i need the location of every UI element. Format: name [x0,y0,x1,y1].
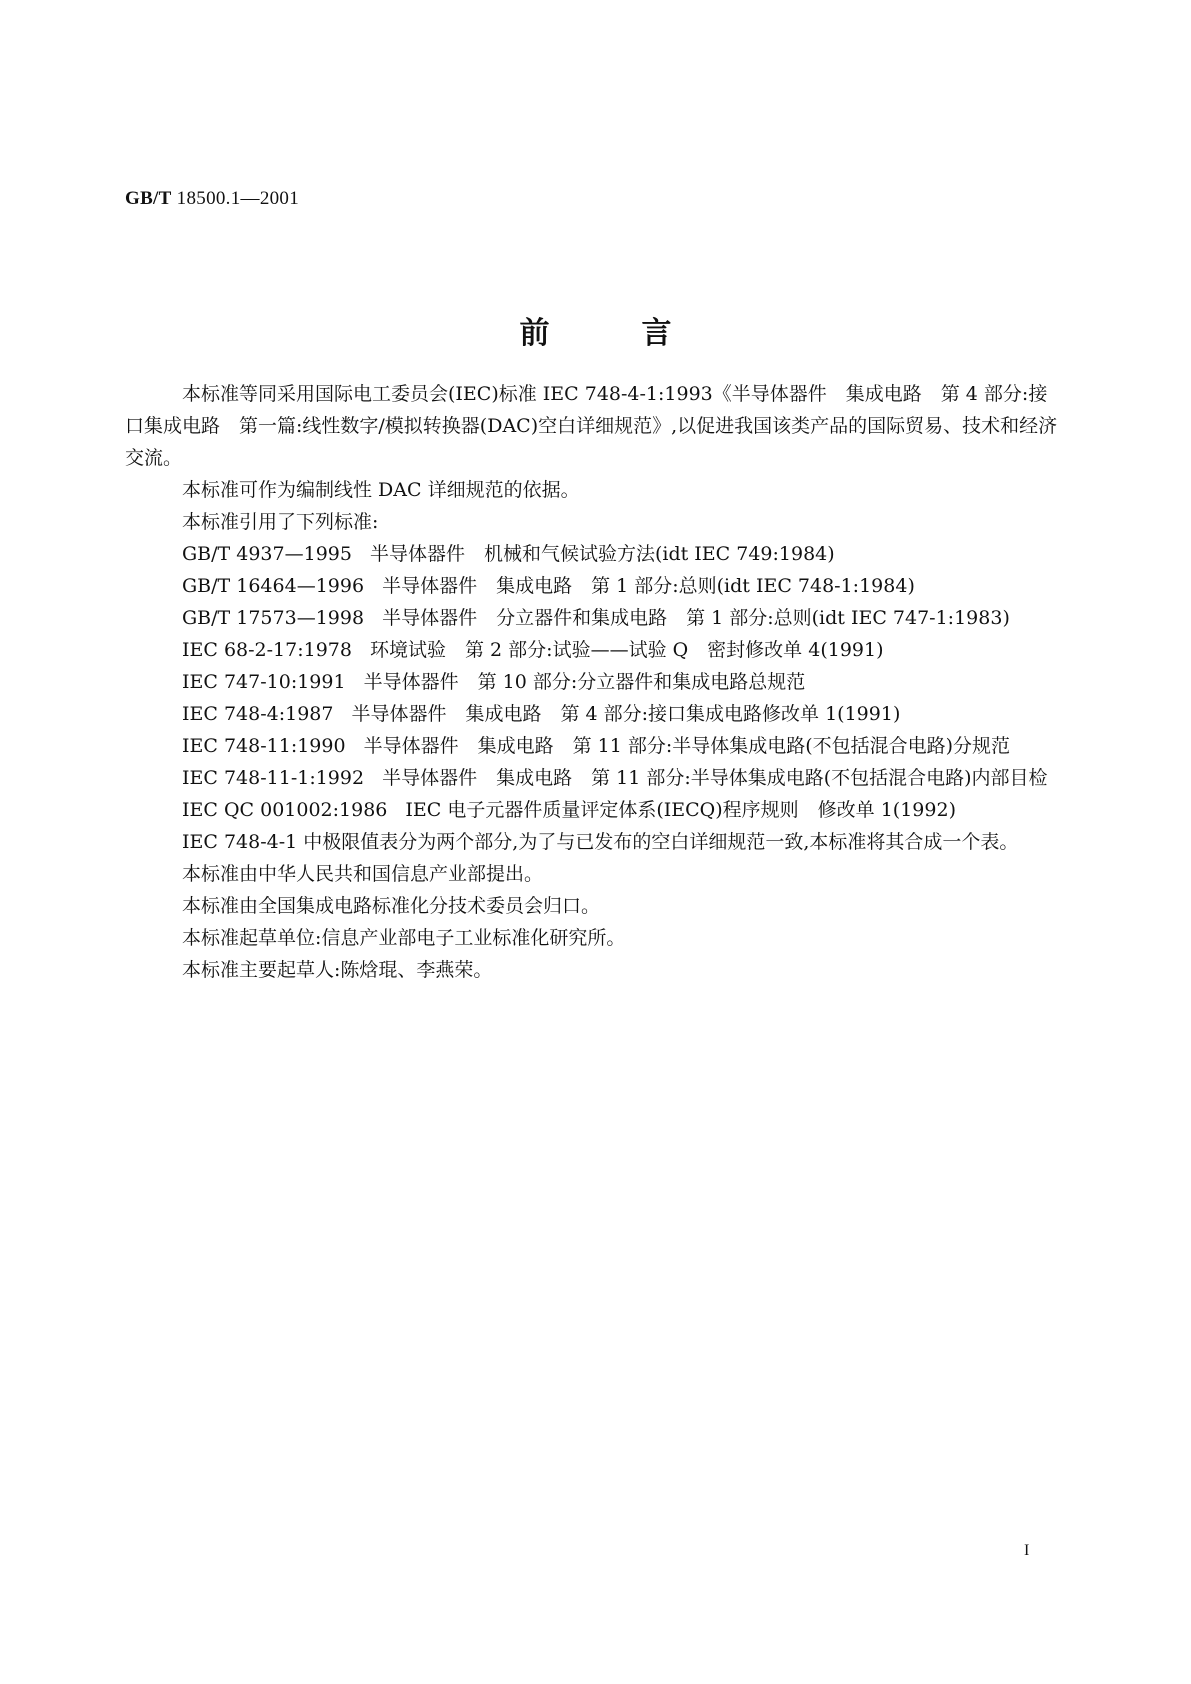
standard-prefix: GB/T [125,188,172,209]
reference-item [125,602,1065,634]
reference-item [125,698,1065,730]
reference-title: 环境试验 第 2 部分:试验——试验 Q 密封修改单 4(1991) [370,639,884,661]
reference-title: 半导体器件 机械和气候试验方法(idt IEC 749:1984) [369,543,835,565]
reference-code: IEC QC 001002:1986 [182,799,388,821]
reference-title: 半导体器件 集成电路 第 4 部分:接口集成电路修改单 1(1991) [351,703,901,725]
reference-code: IEC 747-10:1991 [182,671,346,693]
basis-paragraph: 本标准可作为编制线性 DAC 详细规范的依据。 [182,479,580,501]
foreword-body [125,378,1065,986]
reference-code: IEC 748-4:1987 [182,703,334,725]
drafting-unit-paragraph: 本标准起草单位:信息产业部电子工业标准化研究所。 [182,927,626,949]
reference-item [125,762,1065,794]
table-note-paragraph: IEC 748-4-1 中极限值表分为两个部分,为了与已发布的空白详细规范一致,本标准将其合成一个表。 [182,831,1019,853]
references-intro: 本标准引用了下列标准: [182,511,379,533]
centralized-by-paragraph: 本标准由全国集成电路标准化分技术委员会归口。 [182,895,601,917]
reference-item [125,794,1065,826]
reference-title: IEC 电子元器件质量评定体系(IECQ)程序规则 修改单 1(1992) [405,799,956,821]
reference-item [125,570,1065,602]
reference-code: IEC 748-11-1:1992 [182,767,365,789]
reference-item [125,634,1065,666]
intro-paragraph: 本标准等同采用国际电工委员会(IEC)标准 IEC 748-4-1:1993《半导体器件 集成电路 第 4 部分:接口集成电路 第一篇:线性数字/模拟转换器(DAC)空白详细规范》,以促进我国该类产品的国际贸易、技术和经济交流。 [125,383,1058,469]
proposed-by-paragraph: 本标准由中华人民共和国信息产业部提出。 [182,863,544,885]
reference-title: 半导体器件 集成电路 第 11 部分:半导体集成电路(不包括混合电路)分规范 [363,735,1011,757]
reference-title: 半导体器件 分立器件和集成电路 第 1 部分:总则(idt IEC 747-1:1983) [382,607,1010,629]
page-title: 前言 [519,316,764,351]
drafters-paragraph: 本标准主要起草人:陈焓琨、李燕荣。 [182,959,493,981]
reference-code: GB/T 4937—1995 [182,543,352,565]
reference-code: IEC 68-2-17:1978 [182,639,352,661]
reference-code: GB/T 16464—1996 [182,575,365,597]
reference-item [125,666,1065,698]
page-number: I [1024,1542,1030,1559]
reference-title: 半导体器件 第 10 部分:分立器件和集成电路总规范 [363,671,806,693]
reference-title: 半导体器件 集成电路 第 1 部分:总则(idt IEC 748-1:1984) [382,575,915,597]
standard-header [125,188,299,210]
reference-item [125,538,1065,570]
reference-title: 半导体器件 集成电路 第 11 部分:半导体集成电路(不包括混合电路)内部目检 [382,767,1048,789]
reference-code: GB/T 17573—1998 [182,607,365,629]
reference-code: IEC 748-11:1990 [182,735,346,757]
standard-number: 18500.1—2001 [176,188,300,209]
reference-item [125,730,1065,762]
